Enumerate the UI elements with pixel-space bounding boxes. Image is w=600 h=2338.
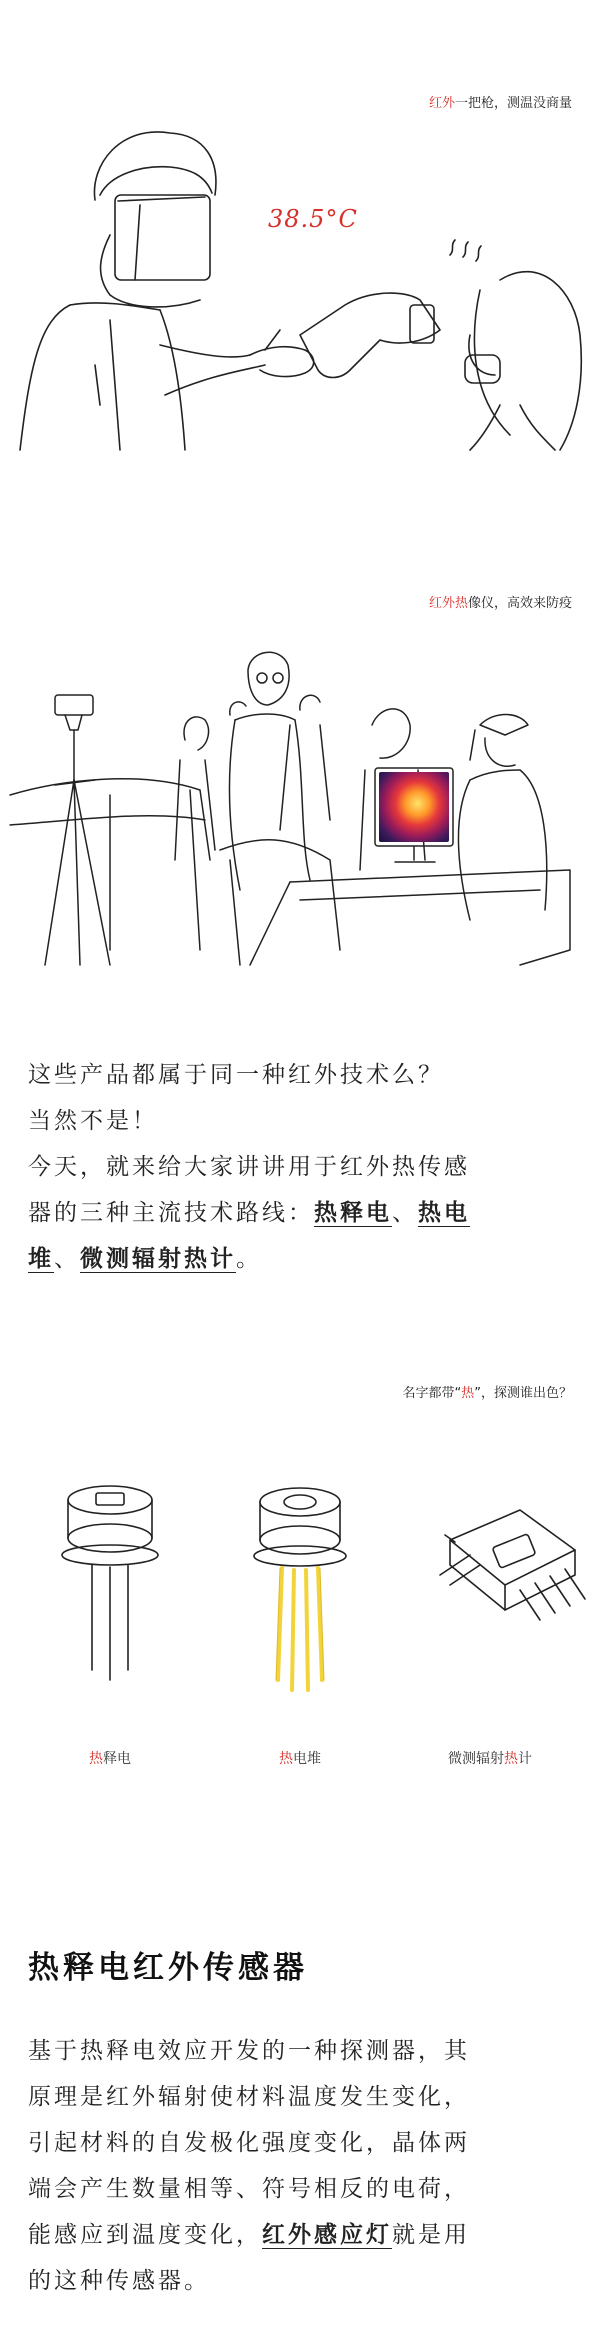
term-thermopile-b: 堆: [28, 1246, 54, 1272]
section-line-5-end: 就是用: [392, 2222, 470, 2248]
scene2-caption-text: 像仪，高效来防疫: [467, 596, 572, 611]
separator: 、: [392, 1200, 418, 1226]
section-line-2: 原理是红外辐射使材料温度发生变化，: [28, 2084, 470, 2110]
intro-line-5: [28, 1236, 576, 1282]
scene2-caption-highlight: 红外热: [428, 596, 468, 611]
label-pre: 微测辐射: [448, 1751, 504, 1767]
sensors-caption-highlight: 热: [461, 1386, 475, 1401]
label-highlight: 热: [279, 1751, 293, 1767]
sensor-label-pyroelectric: [30, 1748, 190, 1768]
microbolometer-sensor-icon: [440, 1510, 585, 1620]
pyroelectric-sensor-icon: [62, 1486, 158, 1680]
section-line-3: 引起材料的自发极化强度变化，晶体两: [28, 2130, 470, 2156]
intro-end: 。: [236, 1246, 262, 1272]
sensor-label-thermopile: [220, 1748, 380, 1768]
intro-line-4: [28, 1190, 576, 1236]
separator: 、: [54, 1246, 80, 1272]
label-rest: 释电: [103, 1751, 131, 1767]
term-infrared-sensor-light: 红外感应灯: [262, 2222, 392, 2248]
intro-line-1: 这些产品都属于同一种红外技术么？: [28, 1062, 444, 1088]
thermal-screen: [379, 772, 449, 842]
term-microbolometer: 微测辐射热计: [80, 1246, 236, 1272]
label-highlight: 热: [89, 1751, 103, 1767]
term-thermopile-a: 热电: [418, 1200, 470, 1226]
scene1-caption-text: 一把枪，测温没商量: [454, 96, 572, 111]
section-line-5: [28, 2212, 576, 2258]
intro-line-3: 今天，就来给大家讲讲用于红外热传感: [28, 1154, 470, 1180]
section-paragraph: [28, 2028, 576, 2304]
intro-line-4-text: 器的三种主流技术路线：: [28, 1200, 314, 1226]
temperature-gun-illustration: [0, 105, 600, 465]
section-title: 热释电红外传感器: [28, 1950, 308, 1986]
sensor-label-microbolometer: [410, 1748, 570, 1768]
sensors-caption: [402, 1382, 572, 1401]
sensors-caption-post: ”，探测谁出色？: [474, 1386, 572, 1401]
section-line-6: 的这种传感器。: [28, 2268, 210, 2294]
intro-paragraph: [28, 1052, 576, 1282]
label-highlight: 热: [504, 1751, 518, 1767]
thermopile-sensor-icon: [254, 1488, 346, 1566]
label-rest: 电堆: [293, 1751, 321, 1767]
section-line-4: 端会产生数量相等、符号相反的电荷，: [28, 2176, 470, 2202]
sensor-illustrations: [0, 1480, 600, 1720]
scene1-caption-highlight: 红外: [428, 96, 455, 111]
term-pyroelectric: 热释电: [314, 1200, 392, 1226]
section-line-1: 基于热释电效应开发的一种探测器，其: [28, 2038, 470, 2064]
sensors-caption-pre: 名字都带“: [402, 1386, 462, 1401]
scene2-caption: [429, 592, 572, 611]
thermal-imager-illustration: [0, 620, 600, 980]
label-rest: 计: [518, 1751, 532, 1767]
temperature-reading: 38.5°C: [268, 205, 358, 233]
section-line-5-text: 能感应到温度变化，: [28, 2222, 262, 2248]
intro-line-2: 当然不是！: [28, 1108, 158, 1134]
